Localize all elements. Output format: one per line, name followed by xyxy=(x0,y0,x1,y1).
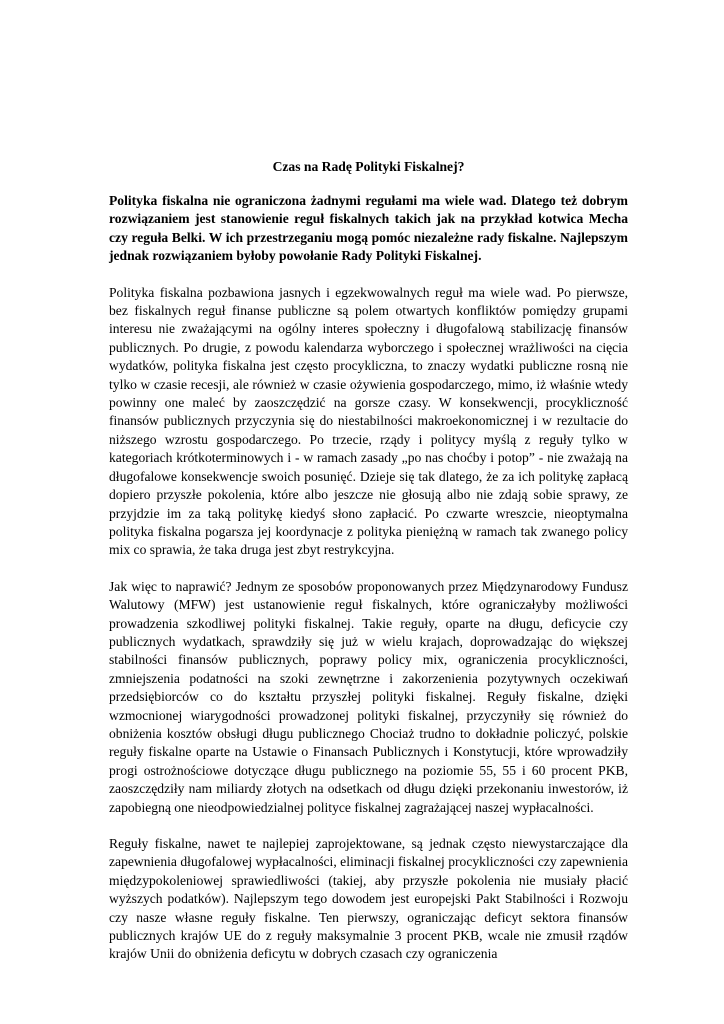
document-title: Czas na Radę Polityki Fiskalnej? xyxy=(272,159,465,174)
body-paragraph-1: Polityka fiskalna pozbawiona jasnych i egzekwowalnych reguł ma wiele wad. Po pierwsze, bez fiskalnych reguł finanse publiczne są polem otwartych konfliktów pomiędzy grupami interesu nie zważającymi na ogólny interes społeczny i długofalową stabilizację finansów publicznych. Po drugie, z powodu kalendarza wyborczego i społecznej wrażliwości na cięcia wydatków, polityka fiskalna jest często procykliczna, to znaczy wydatki publiczne rosną nie tylko w czasie recesji, ale również w czasie ożywienia gospodarczego, mimo, iż właśnie wtedy powinny one maleć by zaoszczędzić na gorsze czasy. W konsekwencji, procykliczność finansów publicznych przyczynia się do niestabilności makroekonomicznej i w rezultacie do niższego wzrostu gospodarczego. Po trzecie, rządy i politycy myślą z reguły tylko w kategoriach krótkoterminowych i - w ramach zasady „po nas choćby i potop” - nie zważają na długofalowe konsekwencje swoich posunięć. Dzieje się tak dlatego, że za ich politykę zapłacą dopiero przyszłe pokolenia, które albo jeszcze nie głosują albo nie zdają sobie sprawy, ze przyjdzie im za taką politykę kiedyś słono zapłacić. Po czwarte wreszcie, nieoptymalna polityka fiskalna pogarsza jej koordynacje z polityka pieniężną w ramach tak zwanego policy mix co sprawia, że taka druga jest zbyt restrykcyjna. xyxy=(109,284,628,558)
body-paragraph-3: Reguły fiskalne, nawet te najlepiej zaprojektowane, są jednak często niewystarczające dla zapewnienia długofalowej wypłacalności, eliminacji fiskalnej procykliczności czy zapewnienia międzypokoleniowej sprawiedliwości (takiej, aby przyszłe pokolenia nie musiały płacić wyższych podatków). Najlepszym tego dowodem jest europejski Pakt Stabilności i Rozwoju czy nasze własne reguły fiskalne. Ten pierwszy, ograniczając deficyt sektora finansów publicznych krajów UE do z reguły maksymalnie 3 procent PKB, wcale nie zmusił rządów krajów Unii do obniżenia deficytu w dobrych czasach czy ograniczenia xyxy=(109,836,628,962)
body-paragraph-2: Jak więc to naprawić? Jednym ze sposobów proponowanych przez Międzynarodowy Fundusz Walutowy (MFW) jest ustanowienie reguł fiskalnych, które ograniczałyby możliwości prowadzenia szkodliwej polityki fiskalnej. Takie reguły, oparte na długu, deficycie czy publicznych wydatkach, sprawdziły się już w wielu krajach, doprowadzając do większej stabilności finansów publicznych, poprawy policy mix, ograniczenia procykliczności, zmniejszenia podatności na szoki zewnętrzne i zakorzenienia pozytywnych oczekiwań przedsiębiorców co do kształtu przyszłej polityki fiskalnej. Reguły fiskalne, dzięki wzmocnionej wiarygodności prowadzonej polityki fiskalnej, przyczyniły się również do obniżenia kosztów obsługi długu publicznego Chociaż trudno to dokładnie policzyć, polskie reguły fiskalne oparte na Ustawie o Finansach Publicznych i Konstytucji, które wprowadziły progi ostrożnościowe dotyczące długu publicznego na poziomie 55, 55 i 60 procent PKB, zaoszczędziły nam miliardy złotych na odsetkach od długu dzięki przekonaniu inwestorów, iż zapobiegną one nieodpowiedzialnej polityce fiskalnej zagrażającej naszej wypłacalności. xyxy=(109,578,628,815)
lead-paragraph: Polityka fiskalna nie ograniczona żadnymi regułami ma wiele wad. Dlatego też dobrym rozwiązaniem jest stanowienie reguł fiskalnych takich jak na przykład kotwica Mecha czy reguła Belki. W ich przestrzeganiu mogą pomóc niezależne rady fiskalne. Najlepszym jednak rozwiązaniem byłoby powołanie Rady Polityki Fiskalnej. xyxy=(109,193,628,264)
